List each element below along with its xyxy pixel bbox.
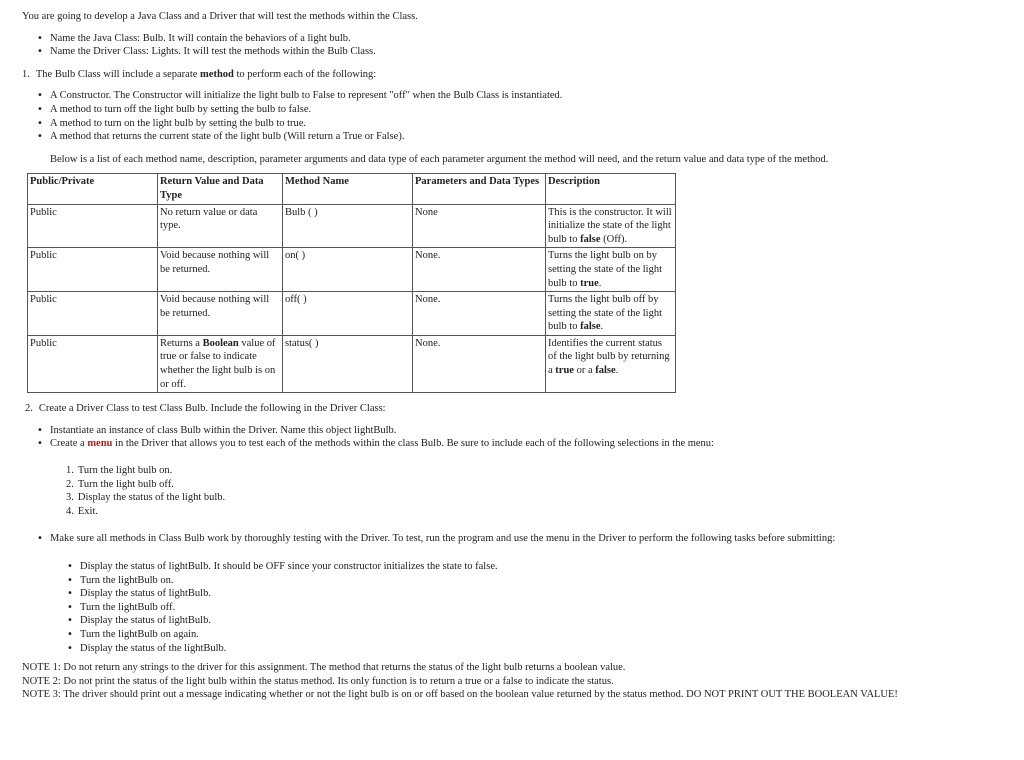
header-return: Return Value and Data Type <box>158 174 283 204</box>
return-text-end: value of true or false to indicate whether the light bulb is on or off. <box>160 337 276 390</box>
intro-bullet: • Name the Java Class: Bulb. It will contain the behaviors of a light bulb. <box>50 32 1024 46</box>
task-item: • Display the status of lightBulb. It should be OFF since your constructor initializes the state to false. <box>80 560 1024 574</box>
method-bullet: • A Constructor. The Constructor will initialize the light bulb to False to represent "off" when the Bulb Class is instantiated. <box>50 89 1024 103</box>
intro-bullet-list <box>22 32 1024 59</box>
return-bold: Boolean <box>202 337 239 349</box>
testing-bullet: • Make sure all methods in Class Bulb work by thoroughly testing with the Driver. To test, run the program and use the menu in the Driver to perform the following tasks before submitting: <box>50 532 1024 546</box>
header-description: Description <box>546 174 676 204</box>
table-intro: Below is a list of each method name, description, parameter arguments and data type of each parameter argument the method will need, and the return value and data type of the method. <box>50 153 829 165</box>
menu-item-number: 4. <box>66 505 74 517</box>
cell-return: Void because nothing will be returned. <box>158 292 283 336</box>
cell-access: Public <box>28 204 158 248</box>
method-bullet: • A method that returns the current state of the light bulb (Will return a True or False). <box>50 130 1024 144</box>
menu-item-text: Turn the light bulb off. <box>77 478 174 490</box>
menu-item <box>66 478 1024 492</box>
table-row <box>28 248 676 292</box>
section-1-bold: method <box>200 68 234 80</box>
desc-text: Turns the light bulb off by setting the state of the light bulb to <box>548 294 663 333</box>
cell-params: None. <box>413 248 546 292</box>
cell-description <box>546 248 676 292</box>
desc-bold: false <box>580 321 601 333</box>
cell-params: None <box>413 204 546 248</box>
method-bullet: • A method to turn on the light bulb by setting the bulb to true. <box>50 117 1024 131</box>
desc-bold: true <box>580 277 599 289</box>
cell-access: Public <box>28 335 158 392</box>
driver-bullet <box>50 437 1024 451</box>
menu-item <box>66 505 1024 519</box>
header-access: Public/Private <box>28 174 158 204</box>
menu-item-text: Exit. <box>77 505 98 517</box>
task-item: • Display the status of lightBulb. <box>80 614 1024 628</box>
section-2-number: 2. <box>25 403 33 415</box>
task-item: • Display the status of the lightBulb. <box>80 642 1024 656</box>
desc-text-mid: or a <box>573 365 596 377</box>
menu-item-text: Turn the light bulb on. <box>77 465 173 477</box>
task-item: • Turn the lightBulb on again. <box>80 628 1024 642</box>
menu-highlight: menu <box>87 438 113 450</box>
menu-item-number: 3. <box>66 492 74 504</box>
task-list <box>22 560 1024 655</box>
menu-item-number: 2. <box>66 478 74 490</box>
cell-return: Void because nothing will be returned. <box>158 248 283 292</box>
testing-bullet-list <box>22 532 1024 546</box>
table-header-row <box>28 174 676 204</box>
cell-access: Public <box>28 248 158 292</box>
desc-text-end: . <box>600 321 604 333</box>
desc-text: This is the constructor. It will initialize the state of the light bulb to <box>548 206 672 245</box>
section-2-text: Create a Driver Class to test Class Bulb. Include the following in the Driver Class: <box>38 403 386 415</box>
menu-item-number: 1. <box>66 465 74 477</box>
task-item: • Display the status of lightBulb. <box>80 587 1024 601</box>
section-2-bullet-list <box>22 424 1024 451</box>
header-method: Method Name <box>283 174 413 204</box>
note-2: NOTE 2: Do not print the status of the light bulb within the status method. Its only function is to return a true or a false to indicate the status. <box>22 675 614 687</box>
driver-bullet: • Instantiate an instance of class Bulb within the Driver. Name this object lightBulb. <box>50 424 1024 438</box>
table-row <box>28 335 676 392</box>
desc-text: Turns the light bulb on by setting the state of the light bulb to <box>548 250 663 289</box>
desc-text: Identifies the current status of the light bulb by returning a <box>548 337 670 377</box>
intro-paragraph: You are going to develop a Java Class and a Driver that will test the methods within the Class. <box>22 11 418 22</box>
cell-params: None. <box>413 292 546 336</box>
section-1-text: The Bulb Class will include a separate <box>35 68 201 80</box>
notes-block <box>22 661 1024 702</box>
task-item: • Turn the lightBulb off. <box>80 601 1024 615</box>
table-row <box>28 292 676 336</box>
cell-method: Bulb ( ) <box>283 204 413 248</box>
cell-description <box>546 204 676 248</box>
section-1-heading <box>22 68 1024 82</box>
cell-method: status( ) <box>283 335 413 392</box>
driver-bullet-text: Create a <box>50 438 88 450</box>
method-bullet: • A method to turn off the light bulb by setting the bulb to false. <box>50 103 1024 117</box>
menu-item <box>66 464 1024 478</box>
header-params: Parameters and Data Types <box>413 174 546 204</box>
cell-return <box>158 335 283 392</box>
cell-params: None. <box>413 335 546 392</box>
desc-bold: true <box>555 365 574 377</box>
cell-description <box>546 292 676 336</box>
desc-text-end: (Off). <box>600 233 628 245</box>
menu-item-text: Display the status of the light bulb. <box>77 492 226 504</box>
methods-table <box>27 173 676 393</box>
desc-text-end: . <box>598 277 602 289</box>
menu-item <box>66 491 1024 505</box>
section-1-number: 1. <box>22 68 30 80</box>
note-3: NOTE 3: The driver should print out a message indicating whether or not the light bulb is on or off based on the boolean value returned by the status method. DO NOT PRINT OUT THE BOOLEAN VALUE! <box>22 689 898 701</box>
section-2-heading <box>22 402 1024 416</box>
section-1-text-after: to perform each of the following: <box>233 68 377 80</box>
cell-method: off( ) <box>283 292 413 336</box>
cell-method: on( ) <box>283 248 413 292</box>
driver-bullet-text-end: in the Driver that allows you to test each of the methods within the class Bulb. Be sure to include each of the following selections in the menu: <box>112 438 714 450</box>
table-row <box>28 204 676 248</box>
desc-bold-2: false <box>595 365 616 377</box>
intro-bullet: • Name the Driver Class: Lights. It will test the methods within the Bulb Class. <box>50 45 1024 59</box>
menu-list <box>22 464 1024 518</box>
desc-text-end: . <box>615 365 619 377</box>
cell-access: Public <box>28 292 158 336</box>
cell-description <box>546 335 676 392</box>
desc-bold: false <box>580 233 601 245</box>
cell-return: No return value or data type. <box>158 204 283 248</box>
return-text: Returns a <box>160 337 203 349</box>
note-1: NOTE 1: Do not return any strings to the driver for this assignment. The method that returns the status of the light bulb returns a boolean value. <box>22 662 626 674</box>
section-1-bullet-list <box>22 89 1024 143</box>
task-item: • Turn the lightBulb on. <box>80 574 1024 588</box>
